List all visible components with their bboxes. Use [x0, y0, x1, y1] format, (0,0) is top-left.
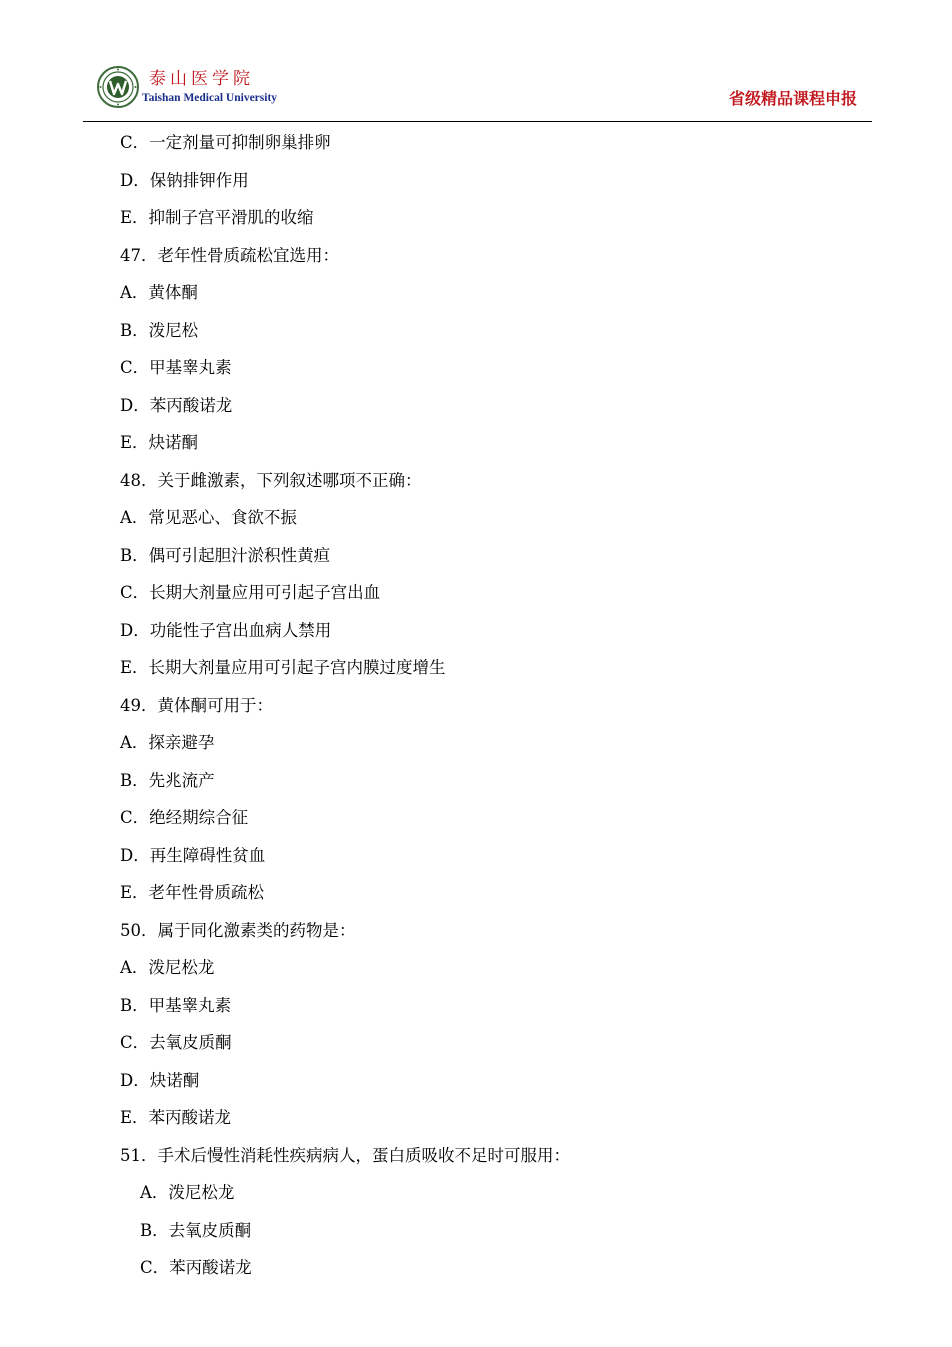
text-line: B．先兆流产 [120, 770, 215, 790]
text-line: 48．关于雌激素，下列叙述哪项不正确： [120, 470, 422, 490]
text-line: C．长期大剂量应用可引起子宫出血 [120, 583, 381, 602]
text-line: E．苯丙酸诺龙 [120, 1108, 232, 1127]
header-divider [83, 121, 872, 122]
university-logo-icon [97, 66, 139, 108]
text-line: B．泼尼松 [120, 320, 199, 340]
text-line: D．炔诺酮 [120, 1070, 200, 1090]
text-line: A．常见恶心、食欲不振 [120, 508, 297, 527]
school-name-cn: 泰山医学院 [149, 69, 254, 89]
text-line: A．探亲避孕 [120, 733, 215, 752]
text-line: B．甲基睾丸素 [120, 995, 232, 1015]
page-header [0, 0, 952, 124]
text-line: A．泼尼松龙 [140, 1183, 235, 1202]
text-line: A．黄体酮 [120, 283, 198, 302]
school-name-en: Taishan Medical University [142, 92, 278, 104]
text-line: 47．老年性骨质疏松宜选用： [120, 245, 339, 265]
text-line: E．抑制子宫平滑肌的收缩 [120, 208, 314, 227]
text-line: 50．属于同化激素类的药物是： [120, 920, 356, 940]
text-line: D．功能性子宫出血病人禁用 [120, 620, 332, 640]
text-line: C．一定剂量可抑制卵巢排卵 [120, 133, 331, 152]
text-line: 49．黄体酮可用于： [120, 695, 273, 715]
text-line: C．甲基睾丸素 [120, 358, 232, 377]
text-line: D．再生障碍性贫血 [120, 845, 266, 865]
text-line: B．偶可引起胆汁淤积性黄疸 [120, 545, 331, 565]
course-application-title: 省级精品课程申报 [728, 89, 857, 108]
text-line: B．去氧皮质酮 [140, 1220, 252, 1240]
text-line: C．苯丙酸诺龙 [140, 1258, 252, 1277]
text-line: A．泼尼松龙 [120, 958, 215, 977]
text-line: E．老年性骨质疏松 [120, 883, 265, 902]
text-line: D．苯丙酸诺龙 [120, 395, 233, 415]
text-line: D．保钠排钾作用 [120, 170, 249, 190]
question-list [120, 124, 880, 1287]
text-line: 51．手术后慢性消耗性疾病病人，蛋白质吸收不足时可服用： [120, 1145, 570, 1165]
text-line: E．炔诺酮 [120, 433, 199, 452]
text-line: C．去氧皮质酮 [120, 1033, 232, 1052]
text-line: E．长期大剂量应用可引起子宫内膜过度增生 [120, 658, 446, 677]
text-line: C．绝经期综合征 [120, 808, 249, 827]
